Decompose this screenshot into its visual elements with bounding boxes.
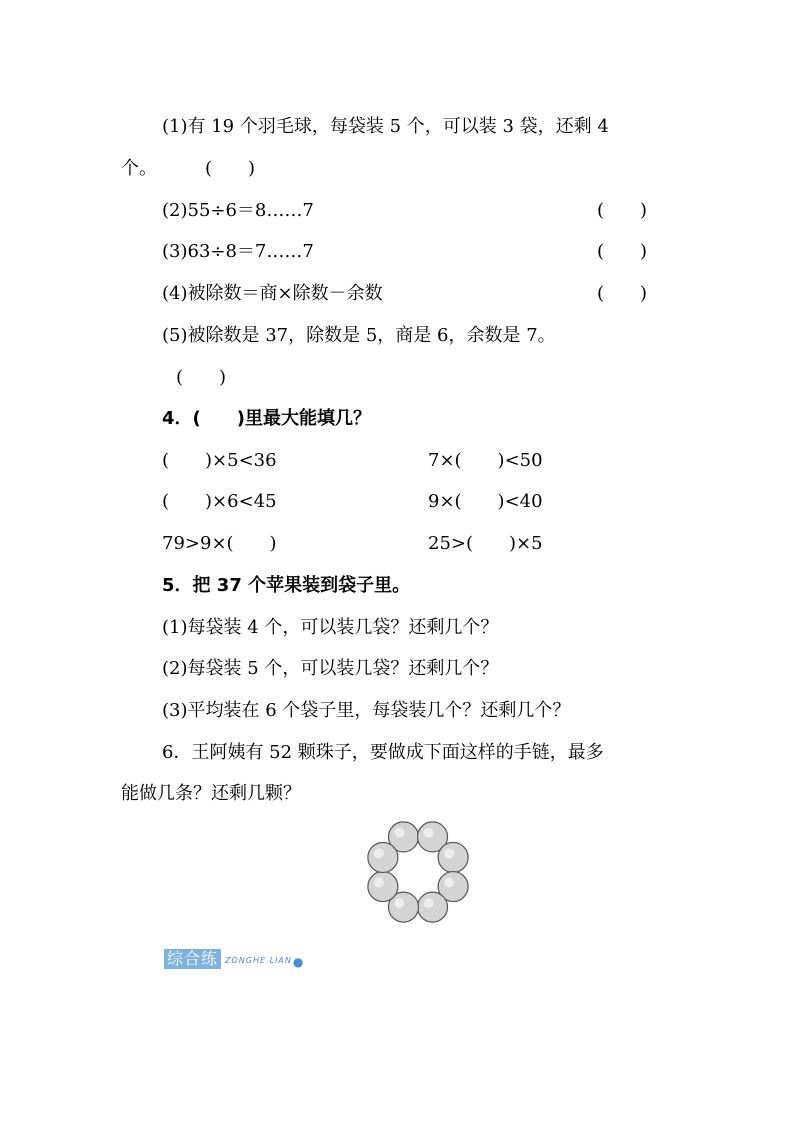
bead-highlight [424, 898, 434, 908]
q5-item-2: (2)每袋装 5 个，可以装几袋？还剩几个？ [162, 658, 499, 679]
q3-item-4-answer-paren: ( ) [597, 283, 648, 304]
q6-text-line2: 能做几条？还剩几颗？ [121, 783, 301, 804]
bead [438, 842, 468, 872]
q3-item-5-answer-paren: ( ) [176, 367, 227, 388]
q4-row-2-left: ( )×6<45 [162, 491, 277, 512]
bead-highlight [394, 828, 404, 838]
q3-item-3-answer-paren: ( ) [597, 241, 648, 262]
bead-highlight [374, 848, 384, 858]
bead-highlight [374, 878, 384, 888]
section-label [164, 948, 303, 970]
q5-title: 5．把 37 个苹果装到袋子里。 [162, 575, 411, 596]
bead-highlight [444, 878, 454, 888]
bead [368, 842, 398, 872]
bead-highlight [444, 848, 454, 858]
q3-item-3: (3)63÷8＝7……7 [162, 241, 314, 262]
q3-item-5: (5)被除数是 37，除数是 5，商是 6，余数是 7。 [162, 325, 556, 346]
q4-row-2-right: 9×( )<40 [428, 491, 543, 512]
q6-text-line1: 6．王阿姨有 52 颗珠子，要做成下面这样的手链，最多 [162, 742, 604, 763]
q3-item-2-answer-paren: ( ) [597, 200, 648, 221]
q5-item-1: (1)每袋装 4 个，可以装几袋？还剩几个？ [162, 617, 499, 638]
q4-row-1-left: ( )×5<36 [162, 450, 277, 471]
q4-title: 4．( )里最大能填几？ [162, 408, 371, 429]
section-label-dot: ● [292, 955, 304, 969]
q3-item-2: (2)55÷6＝8……7 [162, 200, 314, 221]
q3-item-1-line1: (1)有 19 个羽毛球，每袋装 5 个，可以装 3 袋，还剩 4 [162, 116, 609, 137]
bead-highlight [394, 898, 404, 908]
bead-highlight [424, 828, 434, 838]
bead [368, 872, 398, 902]
bracelet-figure [364, 818, 472, 926]
q5-item-3: (3)平均装在 6 个袋子里，每袋装几个？还剩几个？ [162, 700, 571, 721]
bead [418, 892, 448, 922]
q4-row-3-right: 25>( )×5 [428, 533, 543, 554]
q3-item-4: (4)被除数＝商×除数－余数 [162, 283, 383, 304]
section-label-subtitle: ZONGHE LIAN [225, 956, 292, 965]
q3-item-1-answer-paren: ( ) [205, 158, 256, 179]
q4-row-3-left: 79>9×( ) [162, 533, 277, 554]
q4-row-1-right: 7×( )<50 [428, 450, 543, 471]
section-label-title: 综合练 [164, 949, 221, 969]
q3-item-1-line2: 个。 [121, 158, 157, 179]
